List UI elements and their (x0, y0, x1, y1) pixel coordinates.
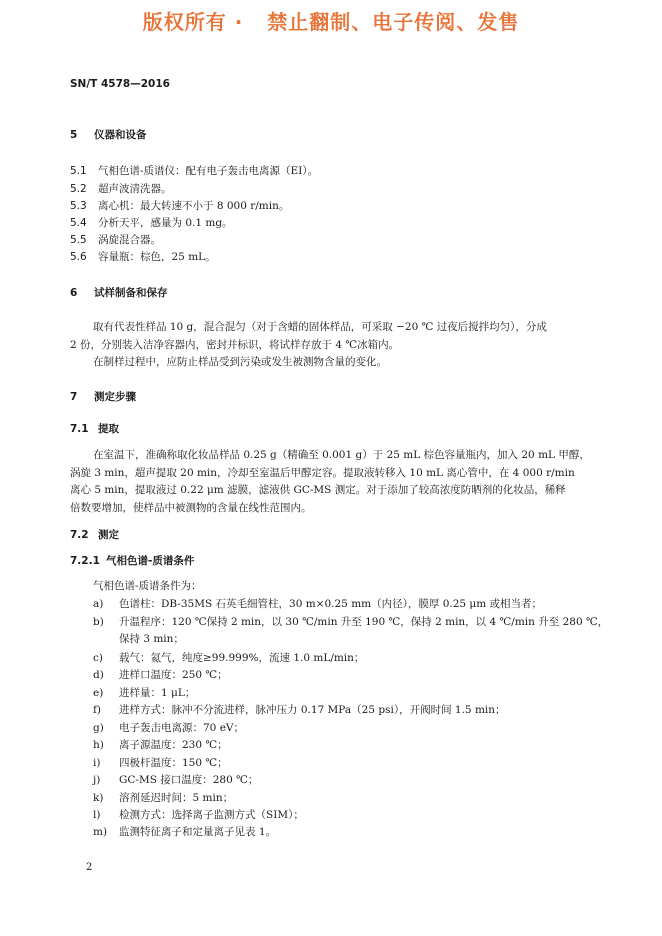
section-7-number: 7 (70, 391, 78, 403)
condition-item (93, 667, 228, 682)
page-number: 2 (86, 862, 93, 873)
condition-item (93, 737, 228, 752)
item-text: 容量瓶：棕色，25 mL。 (98, 251, 216, 263)
section-5-number: 5 (70, 129, 78, 141)
condition-label: j) (93, 774, 101, 786)
section-5-title: 仪器和设备 (94, 129, 147, 141)
section-7-heading (70, 389, 136, 404)
condition-item (93, 720, 244, 735)
item-text: 离心机：最大转速不小于 8 000 r/min。 (98, 200, 290, 212)
condition-label: c) (93, 652, 103, 664)
condition-label: a) (93, 598, 104, 610)
paragraph-line: 离心 5 min，提取液过 0.22 μm 滤膜，滤液供 GC-MS 测定。对于添加了较高浓度防晒剂的化妆品，稀释 (70, 484, 566, 496)
condition-text: 进样方式：脉冲不分流进样，脉冲压力 0.17 MPa（25 psi），开阀时间 1.5 min； (119, 704, 506, 716)
condition-text: 监测特征离子和定量离子见表 1。 (119, 826, 277, 838)
item-text: 超声波清洗器。 (98, 183, 172, 195)
condition-item (93, 772, 258, 787)
condition-label: k) (93, 792, 104, 804)
condition-label: m) (93, 826, 108, 838)
section-5-heading (70, 127, 147, 142)
section-7-2-title: 测定 (98, 529, 119, 541)
condition-item (93, 755, 228, 770)
paragraph-line: 涡旋 3 min，超声提取 20 min，冷却至室温后甲醇定容。提取液转移入 10 mL 离心管中，在 4 000 r/min (70, 467, 575, 479)
condition-text: 检测方式：选择离子监测方式（SIM）； (119, 809, 304, 821)
item-number: 5.5 (70, 234, 87, 246)
condition-text: 离子源温度：230 ℃； (119, 739, 228, 751)
item-text: 气相色谱-质谱仪：配有电子轰击电离源（EI）。 (98, 165, 319, 177)
section-7-2-heading (70, 527, 119, 542)
list-item (70, 215, 233, 230)
condition-text: 溶剂延迟时间：5 min； (119, 792, 234, 804)
paragraph-line: 倍数要增加，使样品中被测物的含量在线性范围内。 (70, 502, 312, 514)
paragraph-line: 取有代表性样品 10 g，混合混匀（对于含蜡的固体样品，可采取 −20 ℃ 过夜后搅拌均匀），分成 (93, 321, 547, 333)
section-7-1-number: 7.1 (70, 423, 89, 435)
condition-text: 载气：氦气，纯度≥99.999%，流速 1.0 mL/min； (119, 652, 365, 664)
section-6-title: 试样制备和保存 (94, 287, 168, 299)
condition-label: f) (93, 704, 101, 716)
list-item (70, 198, 289, 213)
condition-label: g) (93, 722, 104, 734)
item-number: 5.1 (70, 165, 87, 177)
conditions-intro: 气相色谱-质谱条件为： (93, 580, 202, 592)
section-7-2-1-heading (70, 553, 194, 568)
condition-item (93, 596, 542, 611)
condition-item (93, 685, 195, 700)
standard-code-header: SN/T 4578—2016 (70, 78, 170, 90)
condition-text-continuation: 保持 3 min； (119, 633, 184, 645)
condition-text: 电子轰击电离源：70 eV； (119, 722, 244, 734)
item-number: 5.4 (70, 217, 87, 229)
copyright-watermark: 版权所有 · 禁止翻制、电子传阅、发售 (142, 10, 520, 34)
item-number: 5.6 (70, 251, 87, 263)
condition-item (93, 807, 304, 822)
condition-text: 进样口温度：250 ℃； (119, 669, 228, 681)
section-6-number: 6 (70, 287, 78, 299)
condition-item (93, 824, 276, 839)
item-text: 分析天平，感量为 0.1 mg。 (98, 217, 233, 229)
item-text: 涡旋混合器。 (98, 234, 161, 246)
condition-label: l) (93, 809, 101, 821)
section-7-2-1-title: 气相色谱-质谱条件 (106, 555, 195, 567)
item-number: 5.3 (70, 200, 87, 212)
condition-text: 进样量：1 μL； (119, 687, 196, 699)
section-7-2-1-number: 7.2.1 (70, 555, 100, 567)
condition-label: e) (93, 687, 104, 699)
paragraph-line: 2 份，分别装入洁净容器内，密封并标识，将试样存放于 4 ℃冰箱内。 (70, 339, 400, 351)
section-7-1-title: 提取 (98, 423, 119, 435)
condition-label: h) (93, 739, 104, 751)
list-item (70, 163, 318, 178)
condition-text: GC-MS 接口温度：280 ℃； (119, 774, 259, 786)
condition-text: 升温程序：120 ℃保持 2 min，以 30 ℃/min 升至 190 ℃，保持 2 min，以 4 ℃/min 升至 280 ℃， (119, 616, 609, 628)
item-number: 5.2 (70, 183, 87, 195)
paragraph-line: 在室温下，准确称取化妆品样品 0.25 g（精确至 0.001 g）于 25 mL 棕色容量瓶内，加入 20 mL 甲醇， (93, 449, 590, 461)
list-item (70, 232, 161, 247)
list-item (70, 181, 172, 196)
condition-item (93, 790, 233, 805)
paragraph-line: 在制样过程中，应防止样品受到污染或发生被测物含量的变化。 (93, 356, 387, 368)
condition-text: 色谱柱：DB-35MS 石英毛细管柱，30 m×0.25 mm（内径），膜厚 0.25 μm 或相当者； (119, 598, 543, 610)
condition-label: b) (93, 616, 104, 628)
condition-item (93, 702, 506, 717)
condition-label: i) (93, 757, 101, 769)
condition-text: 四极杆温度：150 ℃； (119, 757, 228, 769)
section-6-heading (70, 285, 168, 300)
condition-item (93, 650, 364, 665)
section-7-1-heading (70, 421, 119, 436)
section-7-2-number: 7.2 (70, 529, 89, 541)
condition-item (93, 614, 608, 629)
list-item (70, 249, 216, 264)
section-7-title: 测定步骤 (94, 391, 136, 403)
condition-label: d) (93, 669, 104, 681)
